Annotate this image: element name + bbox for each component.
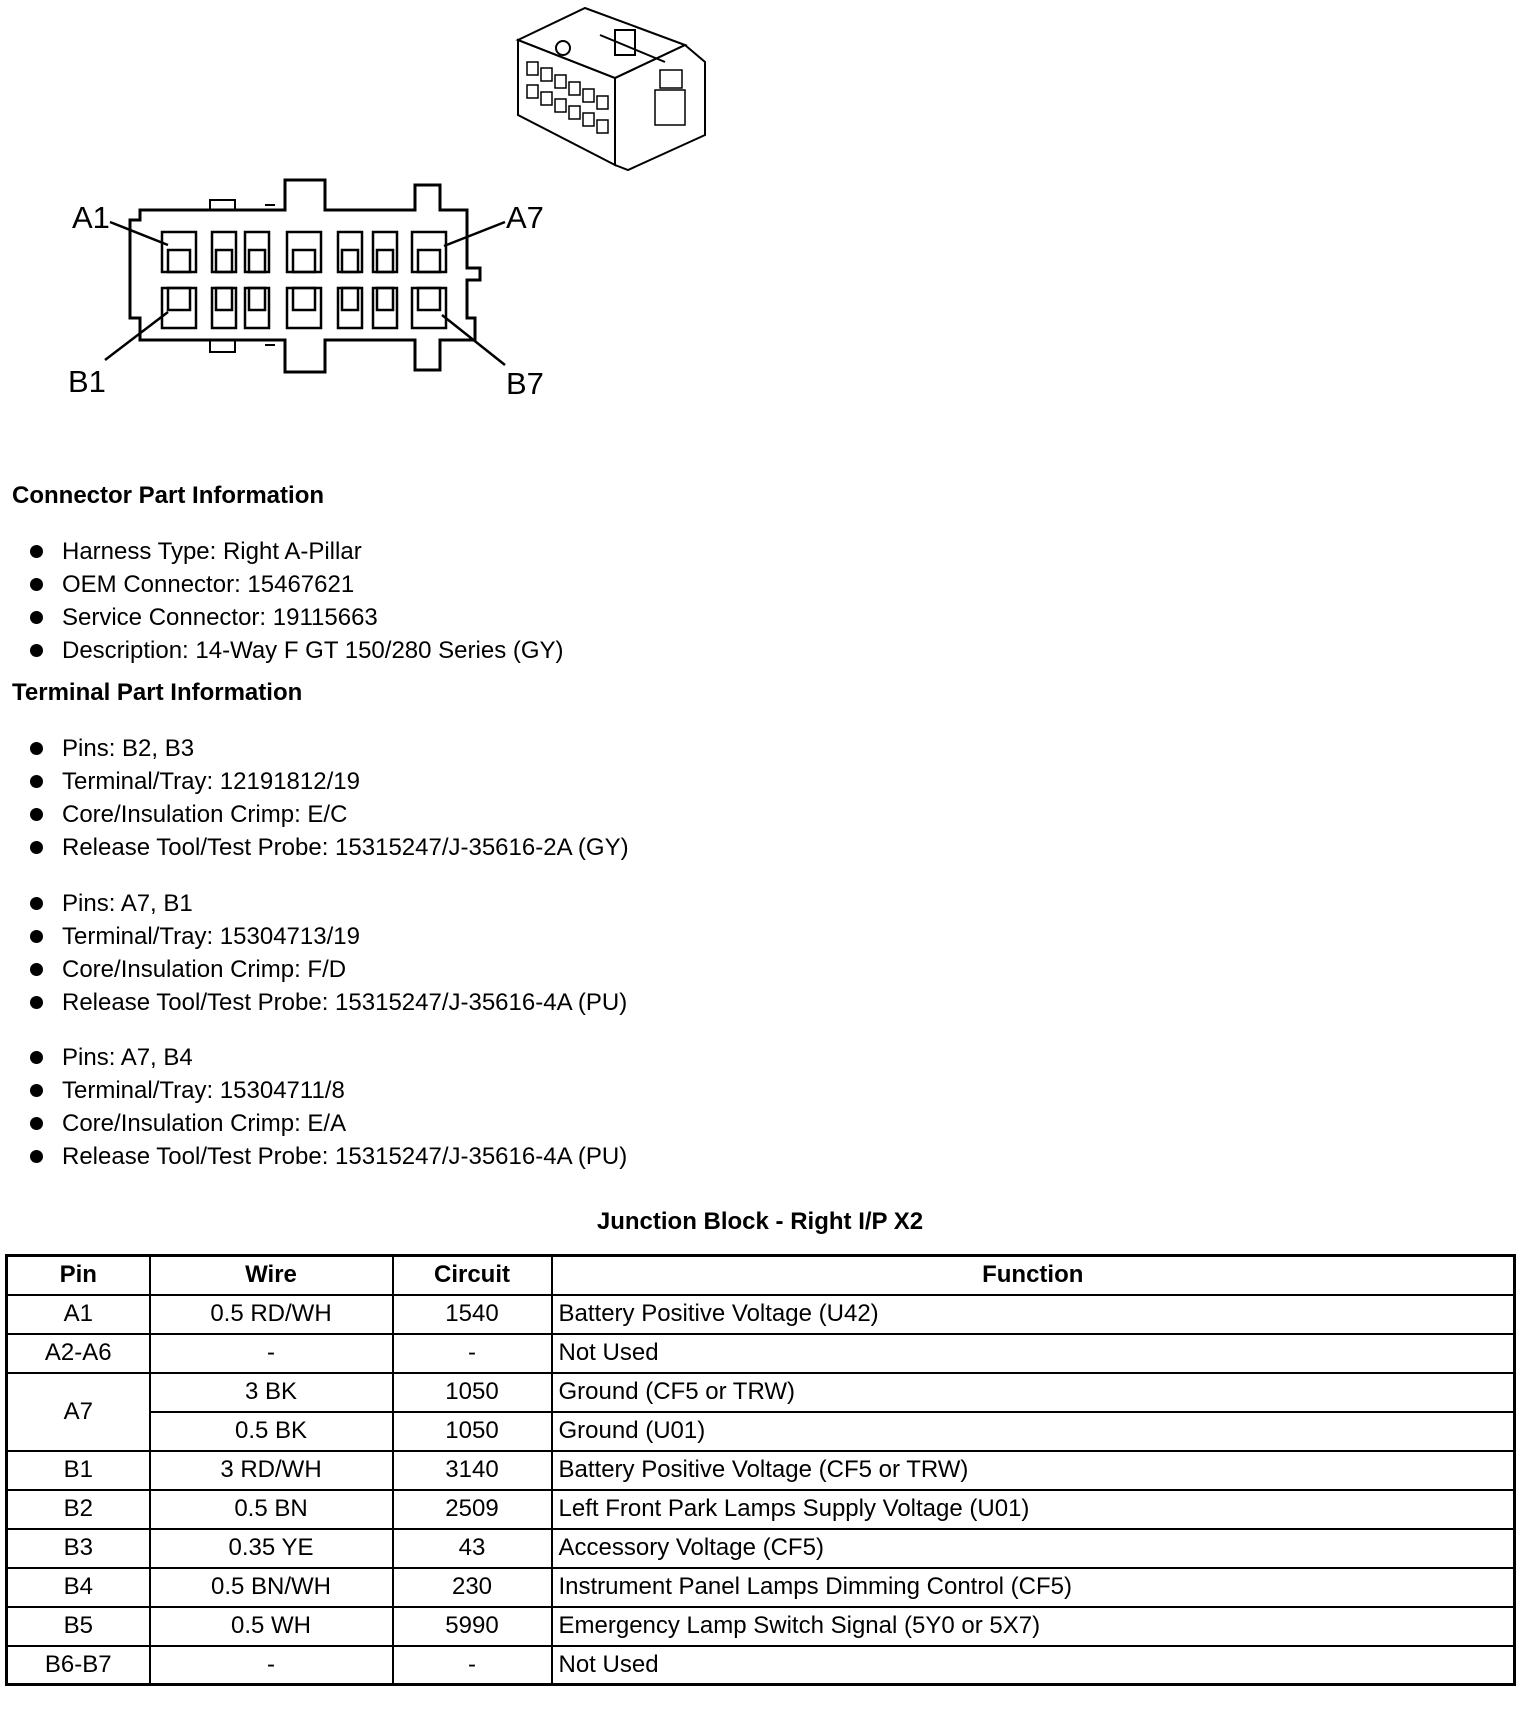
table-row (7, 1451, 1515, 1490)
function-cell: Emergency Lamp Switch Signal (5Y0 or 5X7) (552, 1607, 1515, 1646)
list-item: Core/Insulation Crimp: E/A (24, 1107, 627, 1140)
column-header-pin: Pin (7, 1256, 150, 1295)
wire-cell: 0.35 YE (150, 1529, 393, 1568)
function-cell: Ground (U01) (552, 1412, 1515, 1451)
list-item: Core/Insulation Crimp: F/D (24, 953, 627, 986)
table-row (7, 1373, 1515, 1412)
list-item: Release Tool/Test Probe: 15315247/J-35616-4A (PU) (24, 986, 627, 1019)
pin-label-a7: A7 (506, 200, 544, 235)
pin-cell: A1 (7, 1295, 150, 1334)
column-header-wire: Wire (150, 1256, 393, 1295)
wire-cell: 3 BK (150, 1373, 393, 1412)
column-header-function: Function (552, 1256, 1515, 1295)
wire-cell: 3 RD/WH (150, 1451, 393, 1490)
list-item: Terminal/Tray: 12191812/19 (24, 765, 629, 798)
list-item: Terminal/Tray: 15304713/19 (24, 920, 627, 953)
wire-cell: 0.5 RD/WH (150, 1295, 393, 1334)
cavity-row-a (162, 232, 446, 272)
table-row (7, 1646, 1515, 1685)
function-cell: Instrument Panel Lamps Dimming Control (CF5) (552, 1568, 1515, 1607)
circuit-cell: 2509 (393, 1490, 552, 1529)
connector-part-info-list (24, 535, 564, 667)
pin-cell: B6-B7 (7, 1646, 150, 1685)
pin-label-a1: A1 (72, 200, 110, 235)
function-cell: Battery Positive Voltage (U42) (552, 1295, 1515, 1334)
circuit-cell: - (393, 1334, 552, 1373)
pin-cell: B1 (7, 1451, 150, 1490)
table-row (7, 1568, 1515, 1607)
circuit-cell: 1050 (393, 1412, 552, 1451)
junction-block-table (5, 1254, 1516, 1686)
list-item: Release Tool/Test Probe: 15315247/J-35616-4A (PU) (24, 1140, 627, 1173)
wire-cell: 0.5 WH (150, 1607, 393, 1646)
pin-cell: A2-A6 (7, 1334, 150, 1373)
connector-part-info-title: Connector Part Information (12, 482, 325, 509)
function-cell: Battery Positive Voltage (CF5 or TRW) (552, 1451, 1515, 1490)
function-cell: Ground (CF5 or TRW) (552, 1373, 1515, 1412)
pin-cell: B3 (7, 1529, 150, 1568)
circuit-cell: 1540 (393, 1295, 552, 1334)
list-item: Terminal/Tray: 15304711/8 (24, 1074, 627, 1107)
terminal-group-3 (24, 1041, 627, 1173)
terminal-group-1 (24, 732, 629, 864)
table-header-row (7, 1256, 1515, 1295)
column-header-circuit: Circuit (393, 1256, 552, 1295)
list-item: Harness Type: Right A-Pillar (24, 535, 564, 568)
list-item: Pins: A7, B4 (24, 1041, 627, 1074)
pin-label-b7: B7 (506, 366, 544, 401)
connector-diagram (0, 0, 1520, 440)
list-item: Pins: A7, B1 (24, 887, 627, 920)
pin-cell: B4 (7, 1568, 150, 1607)
table-row (7, 1490, 1515, 1529)
wire-cell: 0.5 BN (150, 1490, 393, 1529)
function-cell: Left Front Park Lamps Supply Voltage (U01) (552, 1490, 1515, 1529)
pin-cell: A7 (7, 1373, 150, 1451)
list-item: Core/Insulation Crimp: E/C (24, 798, 629, 831)
wire-cell: 0.5 BN/WH (150, 1568, 393, 1607)
table-title: Junction Block - Right I/P X2 (596, 1208, 924, 1235)
circuit-cell: 3140 (393, 1451, 552, 1490)
pin-label-b1: B1 (68, 364, 106, 399)
list-item: Pins: B2, B3 (24, 732, 629, 765)
table-row (7, 1529, 1515, 1568)
circuit-cell: 5990 (393, 1607, 552, 1646)
wire-cell: - (150, 1646, 393, 1685)
function-cell: Not Used (552, 1334, 1515, 1373)
table-row (7, 1607, 1515, 1646)
pin-cell: B5 (7, 1607, 150, 1646)
connector-3d-illustration (518, 8, 705, 170)
function-cell: Not Used (552, 1646, 1515, 1685)
wire-cell: 0.5 BK (150, 1412, 393, 1451)
list-item: Service Connector: 19115663 (24, 601, 564, 634)
pin-cell: B2 (7, 1490, 150, 1529)
connector-face-outline (130, 180, 480, 372)
table-row (7, 1295, 1515, 1334)
wire-cell: - (150, 1334, 393, 1373)
function-cell: Accessory Voltage (CF5) (552, 1529, 1515, 1568)
circuit-cell: 230 (393, 1568, 552, 1607)
list-item: OEM Connector: 15467621 (24, 568, 564, 601)
terminal-part-info-title: Terminal Part Information (12, 679, 303, 706)
list-item: Release Tool/Test Probe: 15315247/J-35616-2A (GY) (24, 831, 629, 864)
terminal-group-2 (24, 887, 627, 1019)
circuit-cell: 43 (393, 1529, 552, 1568)
cavity-row-b (162, 288, 446, 328)
table-row (7, 1334, 1515, 1373)
table-row (7, 1412, 1515, 1451)
circuit-cell: 1050 (393, 1373, 552, 1412)
circuit-cell: - (393, 1646, 552, 1685)
list-item: Description: 14-Way F GT 150/280 Series (GY) (24, 634, 564, 667)
